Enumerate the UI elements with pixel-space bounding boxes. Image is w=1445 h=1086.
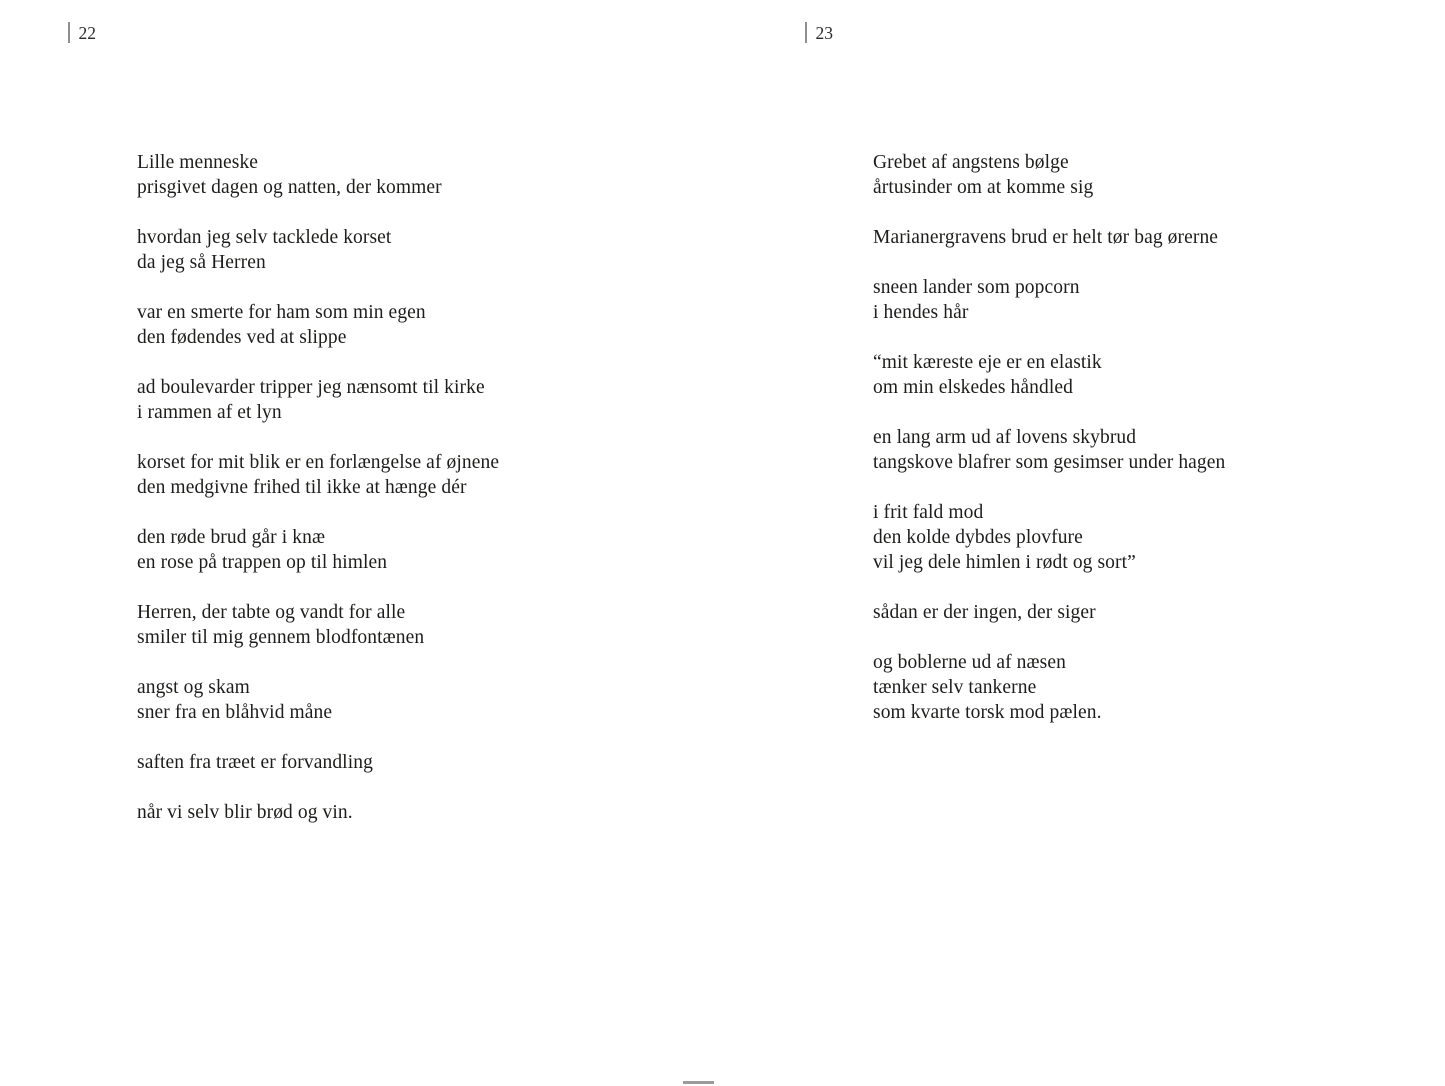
page-number-left-value: 22 [78, 23, 96, 43]
poem-left-page [137, 150, 499, 825]
poem-stanza [137, 800, 499, 825]
poem-line: korset for mit blik er en forlængelse af øjnene [137, 452, 500, 473]
poem-stanza [873, 425, 1225, 475]
poem-stanza [137, 375, 499, 425]
poem-line: da jeg så Herren [137, 252, 266, 273]
fold-mark [683, 1081, 714, 1084]
poem-line: prisgivet dagen og natten, der kommer [137, 177, 442, 198]
poem-line: vil jeg dele himlen i rødt og sort” [873, 552, 1136, 573]
poem-stanza [137, 300, 499, 350]
poem-line: angst og skam [137, 677, 250, 698]
poem-line: en lang arm ud af lovens skybrud [873, 427, 1137, 448]
poem-stanza [873, 500, 1225, 575]
poem-stanza [137, 450, 499, 500]
poem-line: Lille menneske [137, 152, 259, 173]
poem-line: sneen lander som popcorn [873, 277, 1080, 298]
poem-line: ad boulevarder tripper jeg nænsomt til kirke [137, 377, 485, 398]
poem-stanza [137, 600, 499, 650]
poem-line: om min elskedes håndled [873, 377, 1073, 398]
poem-line: den medgivne frihed til ikke at hænge dér [137, 477, 467, 498]
poem-line: sner fra en blåhvid måne [137, 702, 333, 723]
poem-line: var en smerte for ham som min egen [137, 302, 426, 323]
poem-stanza [873, 150, 1225, 200]
poem-line: den fødendes ved at slippe [137, 327, 347, 348]
poem-line: når vi selv blir brød og vin. [137, 802, 353, 823]
poem-line: sådan er der ingen, der siger [873, 602, 1096, 623]
poem-line: og boblerne ud af næsen [873, 652, 1066, 673]
poem-stanza [873, 225, 1225, 250]
page-number-divider [68, 22, 70, 43]
page-number-left [68, 22, 96, 44]
poem-line: i frit fald mod [873, 502, 984, 523]
poem-line: i hendes hår [873, 302, 969, 323]
poem-line: Marianergravens brud er helt tør bag ørerne [873, 227, 1219, 248]
poem-stanza [137, 525, 499, 575]
poem-line: Grebet af angstens bølge [873, 152, 1069, 173]
poem-line: “mit kæreste eje er en elastik [873, 352, 1102, 373]
poem-stanza [873, 600, 1225, 625]
poem-line: årtusinder om at komme sig [873, 177, 1094, 198]
poem-line: som kvarte torsk mod pælen. [873, 702, 1102, 723]
poem-stanza [137, 225, 499, 275]
poem-stanza [137, 150, 499, 200]
poem-line: Herren, der tabte og vandt for alle [137, 602, 406, 623]
poem-stanza [873, 650, 1225, 725]
poem-stanza [873, 350, 1225, 400]
page-number-right [805, 22, 833, 44]
poem-line: saften fra træet er forvandling [137, 752, 373, 773]
poem-stanza [873, 275, 1225, 325]
poem-line: tænker selv tankerne [873, 677, 1037, 698]
poem-line: den røde brud går i knæ [137, 527, 326, 548]
poem-line: den kolde dybdes plovfure [873, 527, 1083, 548]
poem-right-page [873, 150, 1225, 725]
poem-line: smiler til mig gennem blodfontænen [137, 627, 425, 648]
poem-stanza [137, 750, 499, 775]
page-number-right-value: 23 [815, 23, 833, 43]
page-number-divider [805, 22, 807, 43]
poem-line: tangskove blafrer som gesimser under hagen [873, 452, 1226, 473]
poem-line: en rose på trappen op til himlen [137, 552, 388, 573]
poem-stanza [137, 675, 499, 725]
poem-line: hvordan jeg selv tacklede korset [137, 227, 392, 248]
poem-line: i rammen af et lyn [137, 402, 282, 423]
